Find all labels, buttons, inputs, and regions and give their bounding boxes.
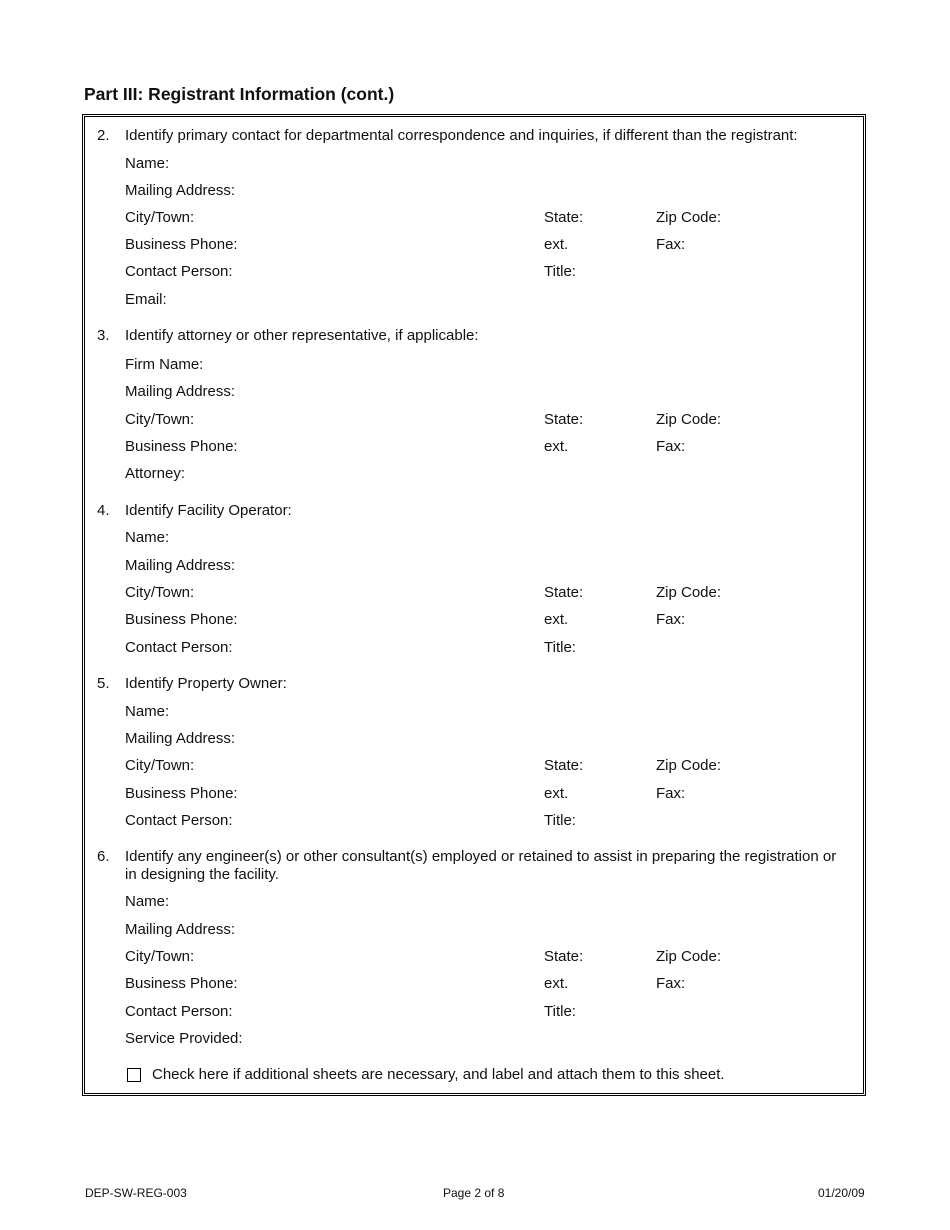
s2-email-label: Email: xyxy=(125,291,167,308)
footer-page-number: Page 2 of 8 xyxy=(443,1186,505,1200)
section-6-heading: Identify any engineer(s) or other consultant(s) employed or retained to assist in preparing the registration or in designing the facility. xyxy=(125,848,837,883)
s5-mailing-label: Mailing Address: xyxy=(125,730,236,747)
s3-zip-label: Zip Code: xyxy=(656,411,722,428)
s5-phone-label: Business Phone: xyxy=(125,785,238,802)
s2-ext-label: ext. xyxy=(544,236,569,253)
s3-phone-label: Business Phone: xyxy=(125,438,238,455)
s3-ext-label: ext. xyxy=(544,438,569,455)
section-2-number: 2. xyxy=(97,127,110,144)
s3-attorney-label: Attorney: xyxy=(125,465,186,482)
section-6-number: 6. xyxy=(97,848,110,865)
s6-phone-label: Business Phone: xyxy=(125,975,238,992)
s5-fax-label: Fax: xyxy=(656,785,686,802)
s2-zip-label: Zip Code: xyxy=(656,209,722,226)
s4-phone-label: Business Phone: xyxy=(125,611,238,628)
footer-form-id: DEP-SW-REG-003 xyxy=(85,1186,187,1200)
section-4-number: 4. xyxy=(97,502,110,519)
section-2-heading: Identify primary contact for departmental correspondence and inquiries, if different than the registrant: xyxy=(125,127,798,144)
s3-firm-label: Firm Name: xyxy=(125,356,204,373)
s2-contact-label: Contact Person: xyxy=(125,263,233,280)
additional-sheets-checkbox[interactable] xyxy=(127,1068,141,1082)
s5-ext-label: ext. xyxy=(544,785,569,802)
s5-state-label: State: xyxy=(544,757,584,774)
s6-ext-label: ext. xyxy=(544,975,569,992)
additional-sheets-label: Check here if additional sheets are necessary, and label and attach them to this sheet. xyxy=(152,1066,725,1083)
s6-fax-label: Fax: xyxy=(656,975,686,992)
page-title: Part III: Registrant Information (cont.) xyxy=(84,84,395,104)
s4-state-label: State: xyxy=(544,584,584,601)
s4-name-label: Name: xyxy=(125,529,170,546)
s3-city-label: City/Town: xyxy=(125,411,195,428)
s5-zip-label: Zip Code: xyxy=(656,757,722,774)
s2-phone-label: Business Phone: xyxy=(125,236,238,253)
footer-date: 01/20/09 xyxy=(818,1186,865,1200)
s6-state-label: State: xyxy=(544,948,584,965)
s3-fax-label: Fax: xyxy=(656,438,686,455)
form-frame xyxy=(82,114,866,1096)
s6-city-label: City/Town: xyxy=(125,948,195,965)
s4-title-label: Title: xyxy=(544,639,576,656)
s2-name-label: Name: xyxy=(125,155,170,172)
s2-mailing-label: Mailing Address: xyxy=(125,182,236,199)
s5-title-label: Title: xyxy=(544,812,576,829)
s4-zip-label: Zip Code: xyxy=(656,584,722,601)
section-3-number: 3. xyxy=(97,327,110,344)
s2-title-label: Title: xyxy=(544,263,576,280)
s5-city-label: City/Town: xyxy=(125,757,195,774)
s6-zip-label: Zip Code: xyxy=(656,948,722,965)
s4-contact-label: Contact Person: xyxy=(125,639,233,656)
s2-state-label: State: xyxy=(544,209,584,226)
s6-mailing-label: Mailing Address: xyxy=(125,921,236,938)
section-4-heading: Identify Facility Operator: xyxy=(125,502,292,519)
s2-fax-label: Fax: xyxy=(656,236,686,253)
section-5-number: 5. xyxy=(97,675,110,692)
s6-name-label: Name: xyxy=(125,893,170,910)
s4-mailing-label: Mailing Address: xyxy=(125,557,236,574)
s3-mailing-label: Mailing Address: xyxy=(125,383,236,400)
s6-service-label: Service Provided: xyxy=(125,1030,243,1047)
section-3-heading: Identify attorney or other representative, if applicable: xyxy=(125,327,479,344)
s4-ext-label: ext. xyxy=(544,611,569,628)
s3-state-label: State: xyxy=(544,411,584,428)
s4-city-label: City/Town: xyxy=(125,584,195,601)
s5-name-label: Name: xyxy=(125,703,170,720)
s5-contact-label: Contact Person: xyxy=(125,812,233,829)
section-5-heading: Identify Property Owner: xyxy=(125,675,287,692)
s6-contact-label: Contact Person: xyxy=(125,1003,233,1020)
s4-fax-label: Fax: xyxy=(656,611,686,628)
s2-city-label: City/Town: xyxy=(125,209,195,226)
s6-title-label: Title: xyxy=(544,1003,576,1020)
